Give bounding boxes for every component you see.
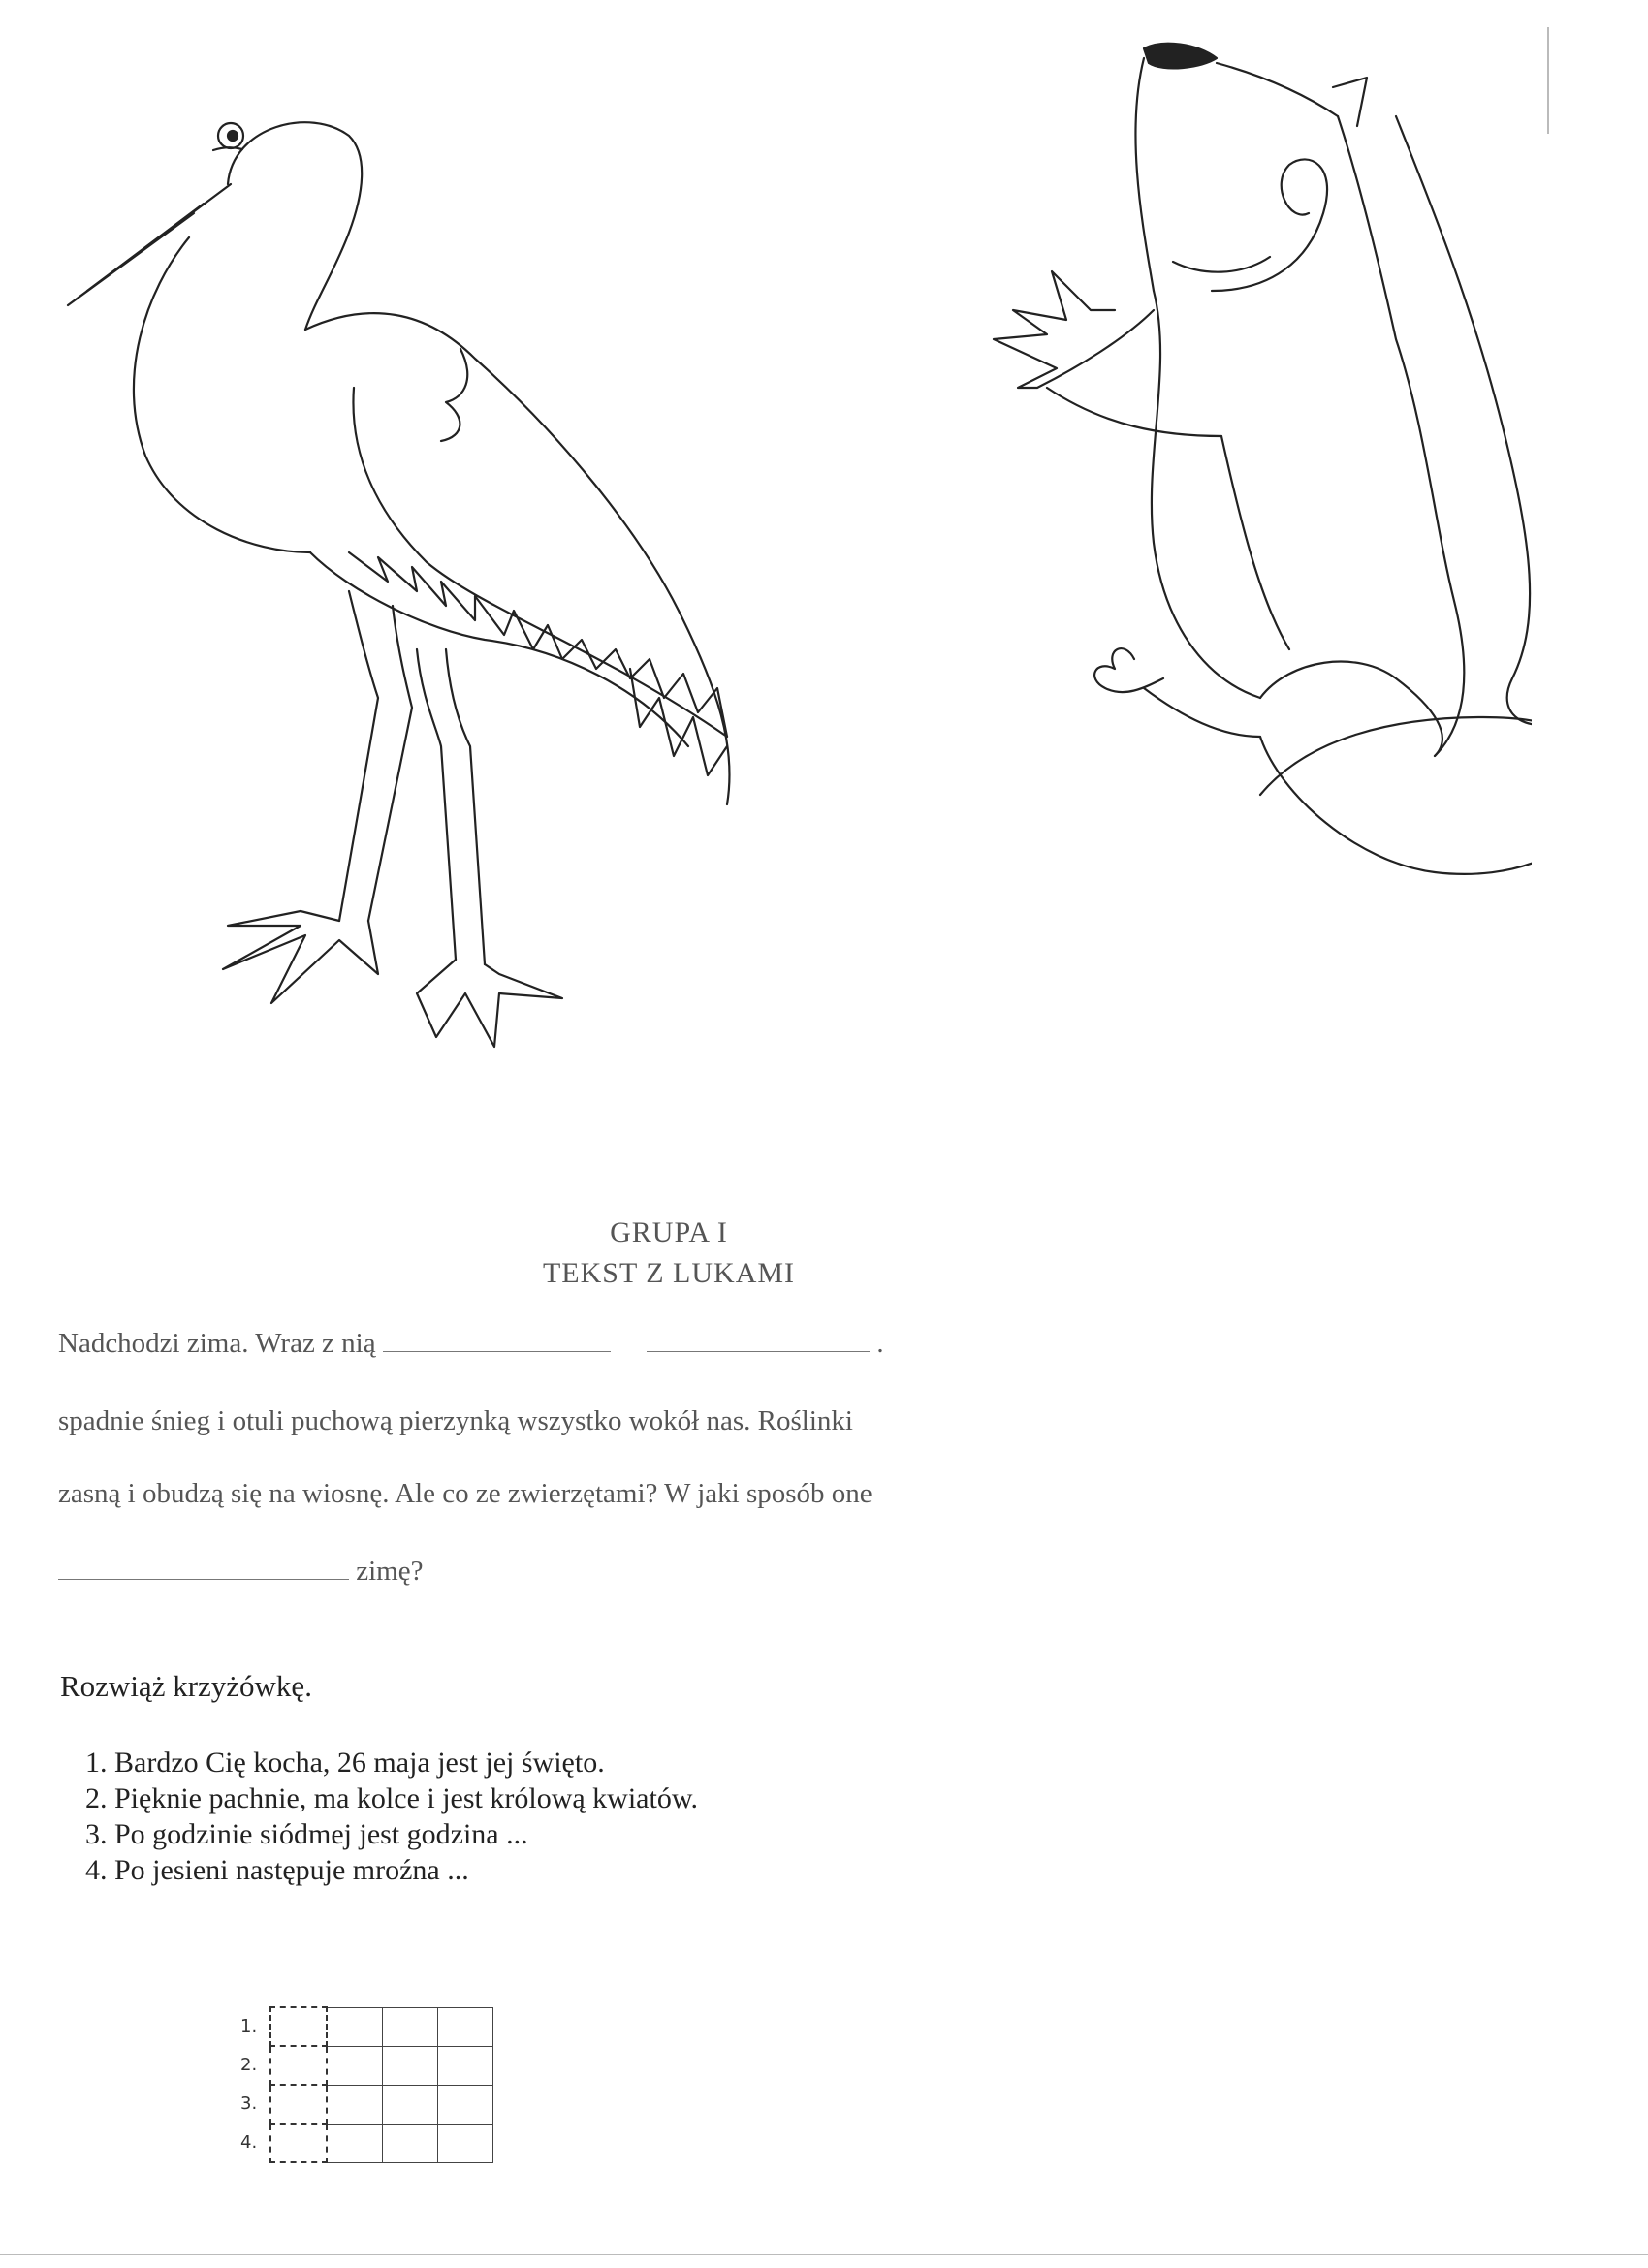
- clue-3: 3. Po godzinie siódmej jest godzina ...: [85, 1818, 528, 1850]
- crossword-cell[interactable]: [383, 2085, 438, 2124]
- crossword-row: [270, 2046, 493, 2085]
- blank-field-1b[interactable]: [647, 1328, 870, 1352]
- crossword-cell[interactable]: [438, 2046, 493, 2085]
- crossword-cell-key[interactable]: [270, 2124, 327, 2162]
- crossword-cell[interactable]: [383, 2007, 438, 2046]
- gap-text-line-4: [58, 1556, 423, 1588]
- clue-4: 4. Po jesieni następuje mroźna ...: [85, 1854, 469, 1886]
- stork-drawing: [58, 68, 756, 1066]
- row-number-3: 3.: [240, 2094, 258, 2114]
- gap-text-line-4-end: zimę?: [356, 1556, 424, 1587]
- row-number-4: 4.: [240, 2132, 258, 2153]
- gap-text-line-1-end: .: [876, 1328, 884, 1359]
- crossword-cell[interactable]: [383, 2124, 438, 2162]
- scan-edge-bottom: [0, 2254, 1648, 2255]
- row-number-1: 1.: [240, 2016, 258, 2036]
- crossword-cell[interactable]: [327, 2046, 383, 2085]
- row-number-2: 2.: [240, 2055, 258, 2075]
- crossword-cell-key[interactable]: [270, 2085, 327, 2124]
- gap-text-line-2: spadnie śnieg i otuli puchową pierzynką wszystko wokół nas. Roślinki: [58, 1405, 853, 1436]
- clue-1: 1. Bardzo Cię kocha, 26 maja jest jej święto.: [85, 1747, 605, 1779]
- crossword-cell[interactable]: [438, 2085, 493, 2124]
- hare-drawing: [853, 19, 1532, 892]
- gap-text-line-1-start: Nadchodzi zima. Wraz z nią: [58, 1328, 376, 1359]
- crossword-table: [269, 2006, 493, 2163]
- crossword-cell[interactable]: [438, 2007, 493, 2046]
- crossword-cell[interactable]: [327, 2124, 383, 2162]
- group-title: GRUPA I: [610, 1216, 728, 1248]
- crossword-cell-key[interactable]: [270, 2046, 327, 2085]
- worksheet-subtitle: TEKST Z LUKAMI: [542, 1257, 796, 1289]
- crossword-clues: [85, 1745, 698, 1888]
- crossword-cell[interactable]: [327, 2085, 383, 2124]
- crossword-cell[interactable]: [327, 2007, 383, 2046]
- crossword-cell-key[interactable]: [270, 2007, 327, 2046]
- crossword-row: [270, 2124, 493, 2162]
- gap-text-line-3: zasną i obudzą się na wiosnę. Ale co ze zwierzętami? W jaki sposób one: [58, 1478, 872, 1509]
- gap-text-line-1: [58, 1328, 884, 1360]
- blank-field-2[interactable]: [58, 1556, 349, 1580]
- scan-edge-right: [1547, 27, 1549, 134]
- crossword-cell[interactable]: [383, 2046, 438, 2085]
- crossword-row: [270, 2007, 493, 2046]
- clue-2: 2. Pięknie pachnie, ma kolce i jest królową kwiatów.: [85, 1782, 699, 1814]
- blank-field-1a[interactable]: [383, 1328, 611, 1352]
- crossword-instruction: Rozwiąż krzyżówkę.: [60, 1669, 312, 1703]
- crossword-row: [270, 2085, 493, 2124]
- crossword-grid: [240, 2006, 493, 2163]
- crossword-cell[interactable]: [438, 2124, 493, 2162]
